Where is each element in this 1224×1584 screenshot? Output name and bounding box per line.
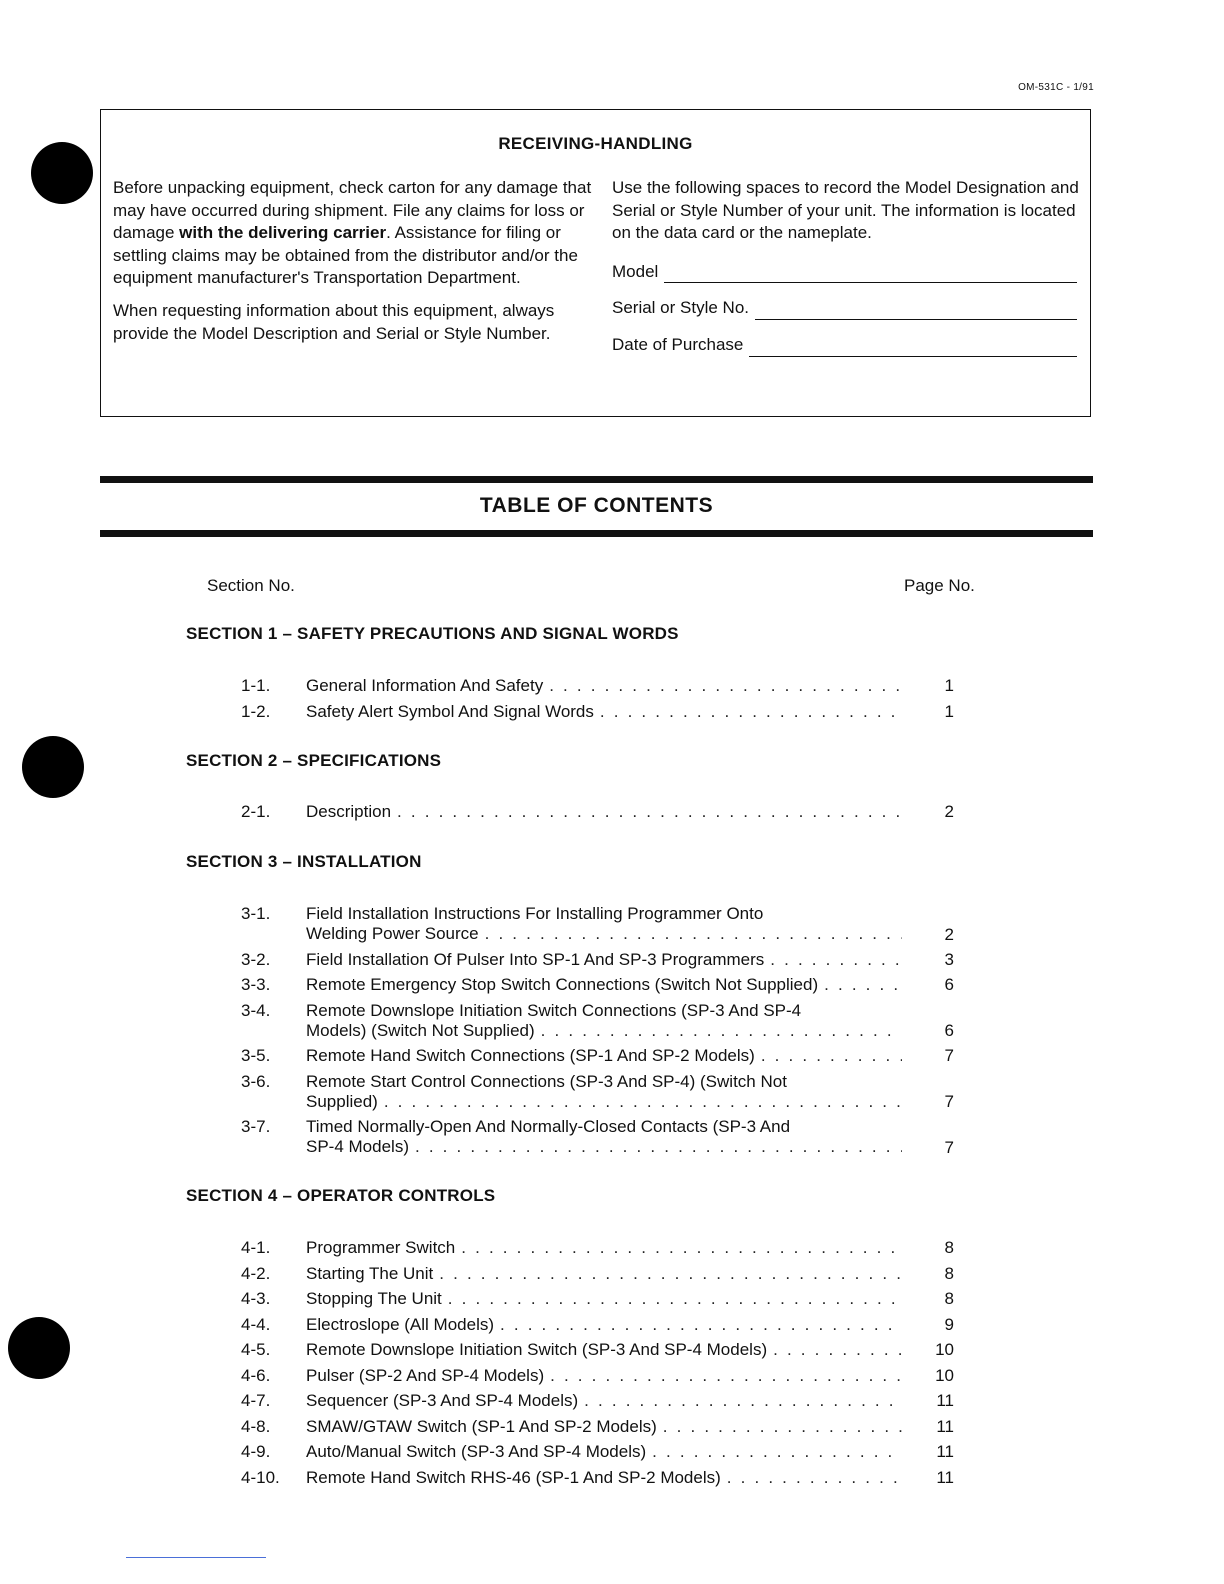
- toc-entry-title: Remote Start Control Connections (SP-3 And SP-4) (Switch Not: [306, 1071, 787, 1091]
- dot-leader: [773, 1340, 902, 1360]
- receiving-paragraph-2: When requesting information about this equipment, always provide the Model Description and Serial or Style Number.: [113, 300, 555, 343]
- toc-entry-title: Description: [306, 802, 392, 821]
- toc-entry-number: 3-1.: [241, 904, 271, 923]
- toc-entry-page: 8: [944, 1238, 954, 1257]
- document-id: OM-531C - 1/91: [1018, 82, 1094, 93]
- toc-entry-page: 7: [944, 1046, 954, 1065]
- punch-hole-middle: [22, 736, 84, 798]
- punch-hole-bottom: [8, 1317, 70, 1379]
- toc-entry-page: 2: [944, 924, 954, 944]
- toc-entry-page: 11: [936, 1467, 954, 1487]
- dot-leader: [550, 1366, 902, 1386]
- receiving-paragraph-1-b: . Assistance for filing or settling claims may be obtained from the distributor and/or the equipment manufacturer's Transportation Department.: [113, 223, 578, 288]
- toc-entry-title: SP-4 Models): [306, 1137, 409, 1156]
- dot-leader: [761, 1046, 902, 1066]
- dot-leader: [663, 1417, 902, 1437]
- toc-entry-number: 4-5.: [241, 1340, 271, 1359]
- section-title: SECTION 4 – OPERATOR CONTROLS: [186, 1186, 496, 1205]
- toc-entry-page: 8: [944, 1289, 954, 1308]
- toc-entry-number: 4-2.: [241, 1263, 271, 1283]
- dot-leader: [549, 676, 902, 696]
- toc-entry-title: Auto/Manual Switch (SP-3 And SP-4 Models): [306, 1442, 647, 1461]
- toc-entry-number: 4-6.: [241, 1365, 271, 1385]
- model-label: Model: [612, 261, 659, 281]
- toc-entry-number: 3-5.: [241, 1046, 271, 1065]
- toc-entry-page: 11: [936, 1391, 954, 1410]
- toc-entry-title: Stopping The Unit: [306, 1289, 442, 1308]
- serial-blank-line[interactable]: [755, 303, 1077, 320]
- section-no-header: Section No.: [207, 576, 295, 595]
- toc-entry-title: Models) (Switch Not Supplied): [306, 1020, 535, 1040]
- delivering-carrier-emphasis: with the delivering carrier: [179, 223, 387, 243]
- record-instructions: Use the following spaces to record the Model Designation and Serial or Style Number of your unit. The information is located on the data card or the nameplate.: [612, 178, 1079, 243]
- receiving-right-column: [612, 177, 1087, 357]
- dot-leader: [541, 1021, 902, 1041]
- toc-entry-page: 10: [935, 1340, 954, 1359]
- toc-entry-title: Remote Emergency Stop Switch Connections (Switch Not Supplied): [306, 975, 819, 994]
- toc-entry-title: Remote Downslope Initiation Switch (SP-3 And SP-4 Models): [306, 1340, 768, 1359]
- toc-entry-page: 3: [944, 949, 954, 969]
- date-label: Date of Purchase: [612, 334, 744, 354]
- serial-label: Serial or Style No.: [612, 298, 749, 318]
- section-title: SECTION 2 – SPECIFICATIONS: [186, 751, 442, 770]
- dot-leader: [461, 1238, 902, 1258]
- receiving-left-column: [113, 177, 593, 345]
- toc-entry-title: Safety Alert Symbol And Signal Words: [306, 701, 594, 721]
- toc-entry-title: Remote Downslope Initiation Switch Connections (SP-3 And SP-4: [306, 1000, 802, 1020]
- link-underline: [126, 1557, 266, 1558]
- toc-entry-number: 3-4.: [241, 1000, 271, 1020]
- toc-entry-title: General Information And Safety: [306, 676, 544, 695]
- toc-entry-number: 4-10.: [241, 1467, 280, 1487]
- section-title: SECTION 3 – INSTALLATION: [186, 852, 422, 871]
- toc-entry-title: Programmer Switch: [306, 1238, 456, 1257]
- toc-entry-title: Pulser (SP-2 And SP-4 Models): [306, 1365, 545, 1385]
- date-field[interactable]: [612, 334, 1087, 357]
- toc-entry-number: 3-6.: [241, 1071, 271, 1091]
- toc-entry-title: Remote Hand Switch Connections (SP-1 And SP-2 Models): [306, 1046, 755, 1065]
- toc-entry-number: 3-3.: [241, 975, 271, 994]
- toc-entry-title: Supplied): [306, 1091, 378, 1111]
- toc-entry-page: 1: [944, 701, 954, 721]
- date-blank-line[interactable]: [749, 340, 1077, 357]
- toc-top-rule: [100, 476, 1093, 483]
- toc-entry-page: 7: [944, 1137, 954, 1157]
- dot-leader: [439, 1264, 902, 1284]
- toc-entry-number: 1-2.: [241, 701, 271, 721]
- toc-entry-title: Sequencer (SP-3 And SP-4 Models): [306, 1391, 579, 1410]
- section-title: SECTION 1 – SAFETY PRECAUTIONS AND SIGNAL WORDS: [186, 624, 679, 643]
- receiving-paragraph-1-a: Before unpacking equipment, check carton for any damage that may have occurred during shipment. File any claims for loss or damage: [113, 178, 592, 243]
- toc-entry-number: 4-4.: [241, 1314, 271, 1334]
- page-no-header: Page No.: [904, 576, 975, 595]
- toc-entry-number: 3-7.: [241, 1117, 271, 1136]
- dot-leader: [584, 1391, 902, 1411]
- dot-leader: [824, 975, 902, 995]
- toc-entry-number: 1-1.: [241, 676, 271, 695]
- dot-leader: [652, 1442, 902, 1462]
- dot-leader: [600, 702, 902, 722]
- toc-entry-title: SMAW/GTAW Switch (SP-1 And SP-2 Models): [306, 1416, 657, 1436]
- toc-bottom-rule: [100, 530, 1093, 537]
- toc-entry-number: 3-2.: [241, 949, 271, 969]
- dot-leader: [770, 950, 902, 970]
- dot-leader: [384, 1092, 902, 1112]
- toc-entry-page: 11: [936, 1442, 954, 1461]
- toc-entry-page: 9: [944, 1314, 954, 1334]
- dot-leader: [397, 802, 902, 822]
- toc-entry-page: 8: [944, 1263, 954, 1283]
- toc-entry-page: 10: [935, 1365, 954, 1385]
- toc-entry-title: Remote Hand Switch RHS-46 (SP-1 And SP-2 Models): [306, 1467, 721, 1487]
- dot-leader: [485, 924, 902, 944]
- toc-entry-page: 2: [944, 802, 954, 821]
- toc-entry-title: Electroslope (All Models): [306, 1314, 495, 1334]
- model-blank-line[interactable]: [664, 266, 1077, 283]
- toc-entry-number: 4-9.: [241, 1442, 271, 1461]
- toc-entry-number: 4-1.: [241, 1238, 271, 1257]
- toc-entry-number: 4-3.: [241, 1289, 271, 1308]
- toc-entry-title: Timed Normally-Open And Normally-Closed Contacts (SP-3 And: [306, 1117, 791, 1136]
- toc-entry-page: 6: [944, 975, 954, 994]
- dot-leader: [727, 1468, 902, 1488]
- toc-entry-title: Field Installation Instructions For Installing Programmer Onto: [306, 904, 764, 923]
- model-field[interactable]: [612, 261, 1087, 284]
- punch-hole-top: [31, 142, 93, 204]
- toc-entry-page: 11: [936, 1416, 954, 1436]
- toc-entry-number: 4-8.: [241, 1416, 271, 1436]
- toc-entry-title: Field Installation Of Pulser Into SP-1 And SP-3 Programmers: [306, 949, 765, 969]
- toc-entry-number: 4-7.: [241, 1391, 271, 1410]
- toc-entry-title: Starting The Unit: [306, 1263, 434, 1283]
- receiving-paragraph-1: [113, 177, 593, 290]
- receiving-handling-box: [100, 109, 1091, 417]
- toc-entry-page: 6: [944, 1021, 954, 1040]
- dot-leader: [448, 1289, 902, 1309]
- toc-entry-page: 1: [944, 676, 954, 695]
- dot-leader: [415, 1137, 902, 1157]
- toc-entry-page: 7: [944, 1092, 954, 1111]
- receiving-handling-title: RECEIVING-HANDLING: [498, 134, 693, 153]
- toc-title: TABLE OF CONTENTS: [479, 494, 714, 517]
- toc-entry-number: 2-1.: [241, 802, 271, 821]
- serial-field[interactable]: [612, 297, 1087, 320]
- toc-entry-title: Welding Power Source: [306, 924, 479, 943]
- dot-leader: [500, 1315, 902, 1335]
